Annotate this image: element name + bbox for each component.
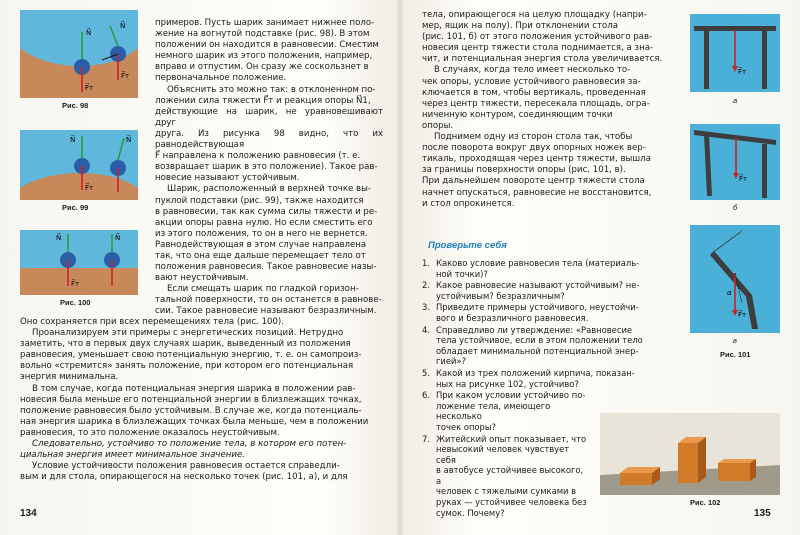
text-line: акции опоры равна нулю. Но если сместить его [155,217,373,228]
text-line: ниченную контуром, соединяющим точки [422,109,613,120]
text-line: Объяснить это можно так: в отклоненном по- [167,84,376,95]
text-line: Равнодействующая в этом случае направлена [155,239,367,250]
left-full-text [20,317,382,483]
text-line: чит, и потенциальная энергия стола увеличивается. [422,54,663,65]
text-line: тикаль, проходящая через центр тяжести, вышла [422,154,651,165]
text-line: возвращает шарик в это положение). Такое рав- [155,162,378,173]
fig101-caption: Рис. 101 [720,350,751,359]
question-7: 7. Житейский опыт показывает, что невысокий человек чувствует себя в автобусе устойчивее высокого, а человек с тяжелыми сумками в руках — устойчивее человека без сумок. Почему? [422,433,587,518]
left-column-text [155,18,383,318]
question-4: 4. Справедливо ли утверждение: «Равновесие тела устойчивое, если в этом положении тело обладает минимальной потенциальной энер- гией»? [422,324,643,367]
text-line: циальная энергия имеет минимальное значение. [20,450,246,461]
text-line: положения равновесия. Такое равновесие назы- [155,262,377,273]
text-line: Поднимем одну из сторон стола так, чтобы [434,132,633,143]
text-line: за границы поверхности опоры (рис. 101, в). [422,165,626,176]
page-number-right: 135 [754,508,771,519]
text-line: друга. Из рисунка 98 видно, что их равнодействующая [155,128,383,151]
fig101a-force: F⃗т [738,68,747,76]
fig99-label-n2: N⃗ [126,136,132,144]
text-line: Шарик, расположенный в верхней точке вы- [167,184,372,195]
fig98-label-f1: F⃗т [85,84,94,92]
text-line: В случаях, когда тело имеет несколько то- [434,65,631,76]
question-6: 6. При каком условии устойчиво по- ложение тела, имеющего несколько точек опоры? [422,390,586,432]
text-line: равновесия, то это положение оказалось неустойчивым. [20,427,280,438]
text-line: новесия была меньше его потенциальной энергии в близлежащих точках, [20,394,362,405]
text-line: При дальнейшем повороте центр тяжести стола [422,176,645,187]
text-line: пуклой подставки (рис. 99), также находится [155,195,364,206]
fig98-caption: Рис. 98 [62,101,89,110]
text-line: сии. Такое равновесие называют безразличным. [155,306,377,317]
text-line: положении он находится в равновесии. Сместим [155,40,379,51]
fig101c-sub: в [733,336,737,345]
check-yourself-heading: Проверьте себя [428,240,507,251]
text-line: вправо и отпустим. Он сразу же соскользнет в [155,62,369,73]
figure-100 [20,230,138,295]
text-line: первоначальное положение. [155,73,287,84]
text-line: ключается в том, чтобы вертикаль, проведенная [422,87,646,98]
fig102-caption: Рис. 102 [690,498,721,507]
text-line: энергия минимальна. [20,372,119,383]
text-line: после поворота вокруг двух опорных ножек вер- [422,143,646,154]
right-page [400,0,800,535]
text-line: вольно «стремится» занять положение, при котором его потенциальная [20,361,354,372]
question-3: 3. Приведите примеры устойчивого, неустойчи- вого и безразличного равновесия. [422,302,639,323]
text-line: Если смещать шарик по гладкой горизон- [167,284,359,295]
figure-101b [690,124,780,200]
text-line: ложении сила тяжести F⃗т и реакция опоры N⃗1, [155,95,371,106]
figure-98 [20,10,138,98]
fig99-label-f: F⃗т [85,184,94,192]
figure-99 [20,130,138,200]
text-line: равновесия, уменьшает свою потенциальную энергию, т. е. он самопроиз- [20,350,362,361]
text-line: вым и для стола, опирающегося на несколько точек (рис. 101, а), и для [20,472,348,483]
text-line: В том случае, когда потенциальная энергия шарика в положении рав- [32,383,356,394]
text-line: Оно сохраняется при всех перемещениях тела (рис. 100). [20,317,284,327]
text-line: новесия центр тяжести стола поднимается, а зна- [422,43,654,54]
text-line: тальной поверхности, то он останется в равнове- [155,295,382,306]
fig99-caption: Рис. 99 [62,203,89,212]
text-line: мер, ящик на полу). При отклонении стола [422,21,618,32]
fig100-label-n2: N⃗ [115,234,121,242]
fig101c-angle: α [727,289,732,297]
right-top-text [422,10,670,210]
text-line: из этого положения, то он в него не вернется. [155,228,368,239]
fig101a-sub: а [733,96,738,105]
text-line: Следовательно, устойчиво то положение тела, в котором его потен- [32,439,347,450]
fig100-label-n1: N⃗ [56,234,62,242]
text-line: Условие устойчивости положения равновесия остается справедли- [32,461,340,472]
fig101c-force: F⃗т [738,311,747,319]
text-line: немного шарик из этого положения, например, [155,51,373,62]
text-line: чек опоры, условие устойчивого равновесия за- [422,76,641,87]
page-number-left: 134 [20,508,37,519]
text-line: опоры. [422,120,454,131]
text-line: положение равновесия было устойчивым. В случае же, когда потенциаль- [20,405,362,416]
question-2: 2. Какое равновесие называют устойчивым? не- устойчивым? безразличным? [422,280,640,301]
text-line: в равновесии, так как сумма силы тяжести и ре- [155,206,378,217]
text-line: Проанализируем эти примеры с энергетических позиций. Нетрудно [32,328,344,339]
text-line: тела, опирающегося на целую площадку (напри- [422,10,647,20]
fig100-caption: Рис. 100 [60,298,91,307]
text-line: действующие на шарик, не уравновешивают друг [155,106,383,128]
fig98-label-n1: N⃗ [86,29,92,37]
question-5: 5. Какой из трех положений кирпича, показан- ных на рисунке 102, устойчиво? [422,367,635,389]
fig100-label-f: F⃗т [71,280,80,288]
text-line: и стол опрокинется. [422,198,515,209]
text-line: примеров. Пусть шарик занимает нижнее поло- [155,18,375,28]
fig99-label-n1: N⃗ [70,136,76,144]
text-line: (рис. 101, б) от этого положения устойчивого рав- [422,32,653,43]
fig98-label-f2: F⃗т [121,72,130,80]
text-line: новесие называют устойчивым. [155,173,300,184]
text-line: через центр тяжести, пересекала площадь, огра- [422,98,650,109]
text-line: ная энергия шарика в близлежащих точках была меньше, чем в положении [20,416,369,427]
figure-102 [600,413,780,495]
figure-101c [690,225,780,333]
text-line: начнет опускаться, равновесие не восстановится, [422,187,652,198]
text-line: F⃗ направлена к положению равновесия (т. е. [155,151,361,162]
fig101b-force: F⃗т [739,175,748,183]
fig98-label-n2: N⃗ [120,22,126,30]
fig101b-sub: б [733,203,738,212]
figure-101a [690,14,780,92]
text-line: жение на вогнутой подставке (рис. 98). В этом [155,29,370,40]
text-line: вают неустойчивым. [155,273,249,284]
text-line: так, что она еще дальше перемещает тело от [155,250,366,261]
question-1: 1. Каково условие равновесия тела (материаль- ной точки)? [422,258,640,279]
text-line: заметить, что в первых двух случаях шарик, выведенный из положения [20,339,351,350]
